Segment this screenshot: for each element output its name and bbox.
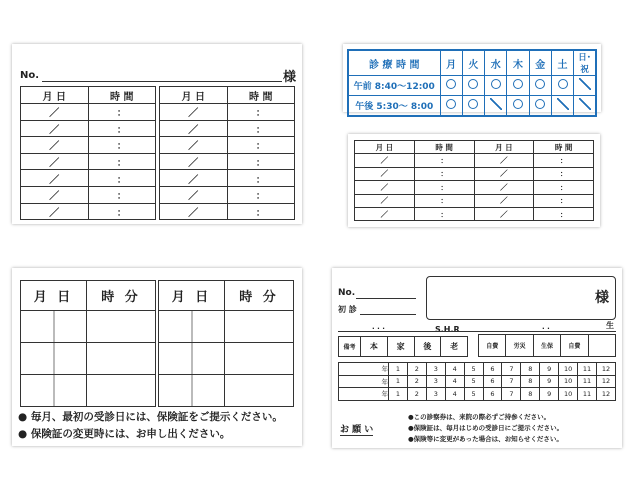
month-cell: 11: [578, 388, 597, 401]
card5-birth-dots: . .: [542, 323, 550, 331]
card5-insurance-table: [338, 336, 468, 357]
open-circle-icon: [513, 99, 523, 109]
time-cell: ：: [534, 194, 594, 207]
card5-name-box: [426, 276, 616, 334]
month-cell: 10: [559, 363, 578, 376]
date-cell: ／: [21, 153, 89, 170]
card5-onegai: お 願 い: [340, 422, 373, 436]
time-cell: ：: [414, 181, 474, 194]
empty-cell: [588, 335, 615, 357]
appointment-card-4: [12, 268, 302, 446]
time-cell: ：: [414, 194, 474, 207]
date-cell: ／: [355, 154, 415, 167]
month-cell: 1: [389, 388, 408, 401]
year-label: 年: [339, 363, 389, 376]
month-cell: 10: [559, 388, 578, 401]
month-cell: 11: [578, 375, 597, 388]
day-thu: 木: [507, 50, 529, 76]
card5-note-3: ●保険等に変更があった場合は、お知らせください。: [408, 435, 563, 443]
card5-type-table: [478, 334, 616, 357]
date-cell: ／: [160, 120, 228, 137]
date-cell: ／: [474, 154, 534, 167]
time-cell: ：: [414, 154, 474, 167]
card4-header-date: 月 日: [159, 281, 225, 311]
month-cell: 12: [596, 363, 615, 376]
day-wed: 水: [485, 50, 507, 76]
card1-header-date: 月 日: [21, 87, 89, 104]
card4-note-2: ● 保険証の変更時には、お申し出ください。: [18, 428, 231, 440]
closed-slash-icon: [557, 98, 569, 110]
card4-header-time: 時 分: [87, 281, 156, 311]
date-cell: ／: [355, 207, 415, 220]
card5-month-grid: [338, 362, 616, 401]
date-cell: ／: [160, 186, 228, 203]
card1-table-right: [159, 86, 295, 220]
month-cell: 3: [426, 375, 445, 388]
hours-title: 診 療 時 間: [348, 50, 440, 76]
month-cell: 12: [596, 375, 615, 388]
card4-table-right: [158, 280, 294, 407]
time-cell: ：: [534, 181, 594, 194]
year-label: 年: [339, 375, 389, 388]
month-cell: 5: [464, 388, 483, 401]
card5-sama: 様: [595, 290, 609, 306]
date-cell: ／: [355, 194, 415, 207]
open-circle-icon: [513, 79, 523, 89]
month-cell: 7: [502, 375, 521, 388]
card5-era: S.H.R: [435, 325, 460, 334]
day-tue: 火: [462, 50, 484, 76]
rousai-cell: 労災: [506, 335, 533, 357]
date-cell: ／: [355, 167, 415, 180]
closed-slash-icon: [490, 98, 502, 110]
month-cell: 2: [407, 388, 426, 401]
card1-header-time: 時 間: [88, 87, 156, 104]
card5-note-1: ●この診察券は、来院の際必ずご持参ください。: [408, 413, 551, 421]
card3-header-time: 時 間: [534, 141, 594, 154]
afternoon-label: 午後 5:30～ 8:00: [348, 96, 440, 116]
card1-name-line: [42, 81, 282, 82]
patient-card: [332, 268, 622, 448]
month-cell: 7: [502, 388, 521, 401]
morning-label: 午前 8:40～12:00: [348, 76, 440, 96]
card1-no-label: No.: [20, 70, 40, 81]
month-cell: 8: [521, 388, 540, 401]
month-cell: 9: [540, 363, 559, 376]
month-cell: 12: [596, 388, 615, 401]
year-label: 年: [339, 388, 389, 401]
open-circle-icon: [558, 79, 568, 89]
month-cell: 11: [578, 363, 597, 376]
date-cell: ／: [160, 137, 228, 154]
month-cell: 5: [464, 375, 483, 388]
card5-sei: 生: [606, 321, 614, 330]
day-sat: 土: [551, 50, 573, 76]
open-circle-icon: [535, 79, 545, 89]
month-cell: 6: [483, 375, 502, 388]
date-cell: ／: [474, 167, 534, 180]
jikoku-cell: 自費: [479, 335, 506, 357]
time-cell: ：: [534, 167, 594, 180]
date-cell: ／: [21, 170, 89, 187]
month-cell: 9: [540, 375, 559, 388]
month-cell: 4: [445, 375, 464, 388]
time-cell: ：: [88, 203, 156, 220]
clinic-hours-card: [343, 44, 601, 112]
card4-note-1: ● 毎月、最初の受診日には、保険証をご提示ください。: [18, 411, 283, 423]
card4-header-time: 時 分: [225, 281, 294, 311]
date-cell: ／: [21, 120, 89, 137]
card1-table-left: [20, 86, 156, 220]
time-cell: ：: [227, 203, 295, 220]
open-circle-icon: [446, 99, 456, 109]
time-cell: ：: [88, 153, 156, 170]
date-cell: ／: [160, 153, 228, 170]
date-cell: ／: [474, 207, 534, 220]
open-circle-icon: [446, 79, 456, 89]
month-cell: 2: [407, 375, 426, 388]
time-cell: ：: [414, 167, 474, 180]
month-cell: 6: [483, 363, 502, 376]
month-cell: 4: [445, 363, 464, 376]
card3-table: [354, 140, 594, 221]
date-cell: ／: [21, 137, 89, 154]
month-cell: 1: [389, 363, 408, 376]
date-cell: ／: [474, 181, 534, 194]
card4-table-left: [20, 280, 156, 407]
day-sun-holiday: 日･祝: [574, 50, 596, 76]
month-cell: 3: [426, 388, 445, 401]
month-cell: 1: [389, 375, 408, 388]
month-cell: 4: [445, 388, 464, 401]
open-circle-icon: [468, 99, 478, 109]
card4-header-date: 月 日: [21, 281, 87, 311]
card5-note-2: ●保険証は、毎月はじめの受診日にご提示ください。: [408, 424, 564, 432]
month-cell: 6: [483, 388, 502, 401]
month-cell: 8: [521, 363, 540, 376]
month-cell: 9: [540, 388, 559, 401]
date-cell: ／: [160, 203, 228, 220]
time-cell: ：: [88, 186, 156, 203]
card3-header-date: 月 日: [355, 141, 415, 154]
day-fri: 金: [529, 50, 551, 76]
time-cell: ：: [88, 137, 156, 154]
date-cell: ／: [21, 203, 89, 220]
go-cell: 後: [414, 337, 441, 357]
time-cell: ：: [534, 154, 594, 167]
card5-dots: . . .: [372, 323, 385, 331]
time-cell: ：: [227, 170, 295, 187]
date-cell: ／: [160, 170, 228, 187]
ro-cell: 老: [441, 337, 468, 357]
card1-sama: 様: [283, 70, 297, 85]
time-cell: ：: [534, 207, 594, 220]
afternoon-row: [348, 96, 596, 116]
month-cell: 8: [521, 375, 540, 388]
card5-no-label: No.: [338, 288, 356, 298]
day-mon: 月: [440, 50, 462, 76]
month-cell: 3: [426, 363, 445, 376]
date-cell: ／: [21, 104, 89, 121]
time-cell: ：: [227, 104, 295, 121]
time-cell: ：: [88, 120, 156, 137]
bikou-cell: 備考: [339, 337, 361, 357]
time-cell: ：: [88, 170, 156, 187]
time-cell: ：: [227, 153, 295, 170]
closed-slash-icon: [579, 98, 591, 110]
month-cell: 7: [502, 363, 521, 376]
hon-cell: 本: [361, 337, 388, 357]
date-cell: ／: [21, 186, 89, 203]
time-cell: ：: [88, 104, 156, 121]
clinic-hours-table: [347, 49, 597, 117]
time-cell: ：: [227, 137, 295, 154]
ka-cell: 家: [387, 337, 414, 357]
open-circle-icon: [491, 79, 501, 89]
time-cell: ：: [227, 186, 295, 203]
card3-header-time: 時 間: [414, 141, 474, 154]
card1-header-time: 時 間: [227, 87, 295, 104]
date-cell: ／: [160, 104, 228, 121]
appointment-card-3: [348, 134, 600, 227]
month-cell: 5: [464, 363, 483, 376]
date-cell: ／: [474, 194, 534, 207]
appointment-card-1: [12, 44, 302, 224]
card1-header-date: 月 日: [160, 87, 228, 104]
seiho-cell: 生保: [533, 335, 560, 357]
morning-row: [348, 76, 596, 96]
time-cell: ：: [414, 207, 474, 220]
open-circle-icon: [535, 99, 545, 109]
card3-header-date: 月 日: [474, 141, 534, 154]
closed-slash-icon: [579, 78, 591, 90]
date-cell: ／: [355, 181, 415, 194]
month-cell: 10: [559, 375, 578, 388]
jihi-cell: 自費: [561, 335, 588, 357]
month-cell: 2: [407, 363, 426, 376]
card5-shoshin: 初 診: [338, 305, 357, 314]
time-cell: ：: [227, 120, 295, 137]
open-circle-icon: [468, 79, 478, 89]
